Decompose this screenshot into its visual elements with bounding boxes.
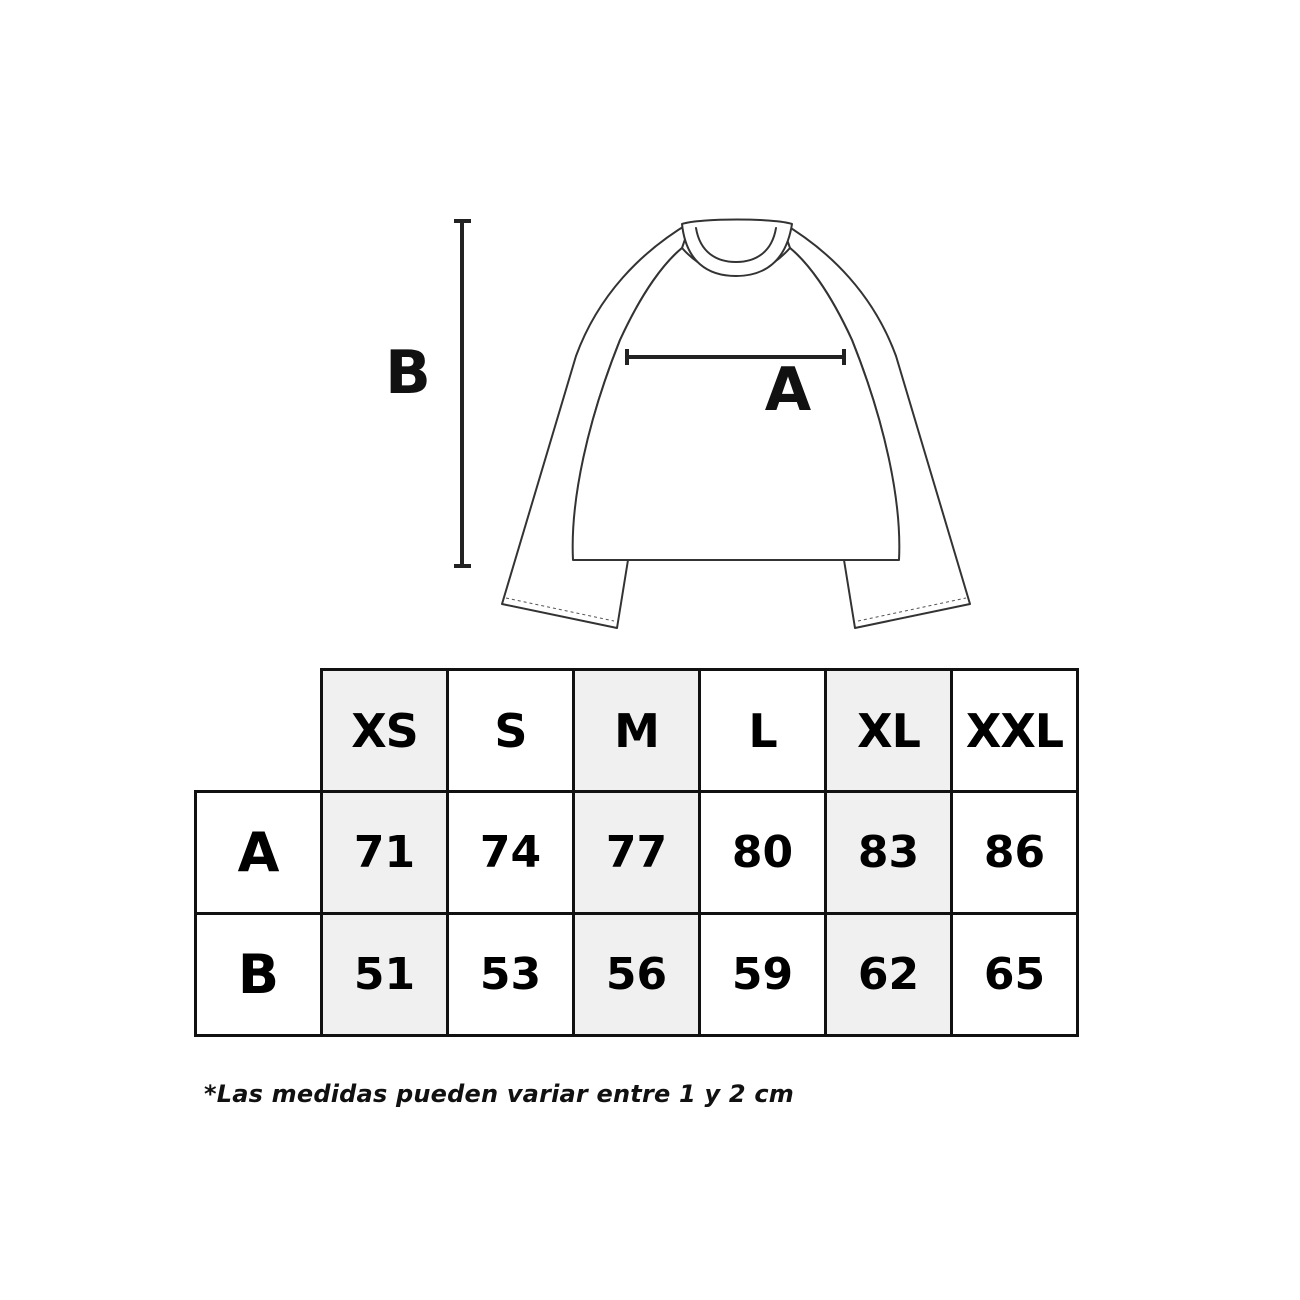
table-cell: 74 bbox=[448, 792, 574, 914]
table-corner bbox=[196, 670, 322, 792]
size-header-xl: XL bbox=[826, 670, 952, 792]
size-chart-table bbox=[194, 668, 1079, 1037]
measurement-footnote: *Las medidas pueden variar entre 1 y 2 cm bbox=[204, 1080, 794, 1108]
table-cell: 53 bbox=[448, 914, 574, 1036]
size-header-s: S bbox=[448, 670, 574, 792]
height-label: B bbox=[385, 338, 431, 408]
table-cell: 56 bbox=[574, 914, 700, 1036]
table-cell: 59 bbox=[700, 914, 826, 1036]
table-cell: 86 bbox=[952, 792, 1078, 914]
sweatshirt-outline bbox=[502, 220, 970, 629]
size-header-xxl: XXL bbox=[952, 670, 1078, 792]
size-header-xs: XS bbox=[322, 670, 448, 792]
height-measure bbox=[454, 221, 471, 566]
row-label-a: A bbox=[196, 792, 322, 914]
size-header-row bbox=[196, 670, 1078, 792]
table-cell: 83 bbox=[826, 792, 952, 914]
size-header-l: L bbox=[700, 670, 826, 792]
table-cell: 77 bbox=[574, 792, 700, 914]
table-cell: 62 bbox=[826, 914, 952, 1036]
table-cell: 65 bbox=[952, 914, 1078, 1036]
size-header-m: M bbox=[574, 670, 700, 792]
table-cell: 51 bbox=[322, 914, 448, 1036]
width-label: A bbox=[764, 355, 812, 425]
table-cell: 71 bbox=[322, 792, 448, 914]
table-row-a bbox=[196, 792, 1078, 914]
table-cell: 80 bbox=[700, 792, 826, 914]
table-row-b bbox=[196, 914, 1078, 1036]
row-label-b: B bbox=[196, 914, 322, 1036]
